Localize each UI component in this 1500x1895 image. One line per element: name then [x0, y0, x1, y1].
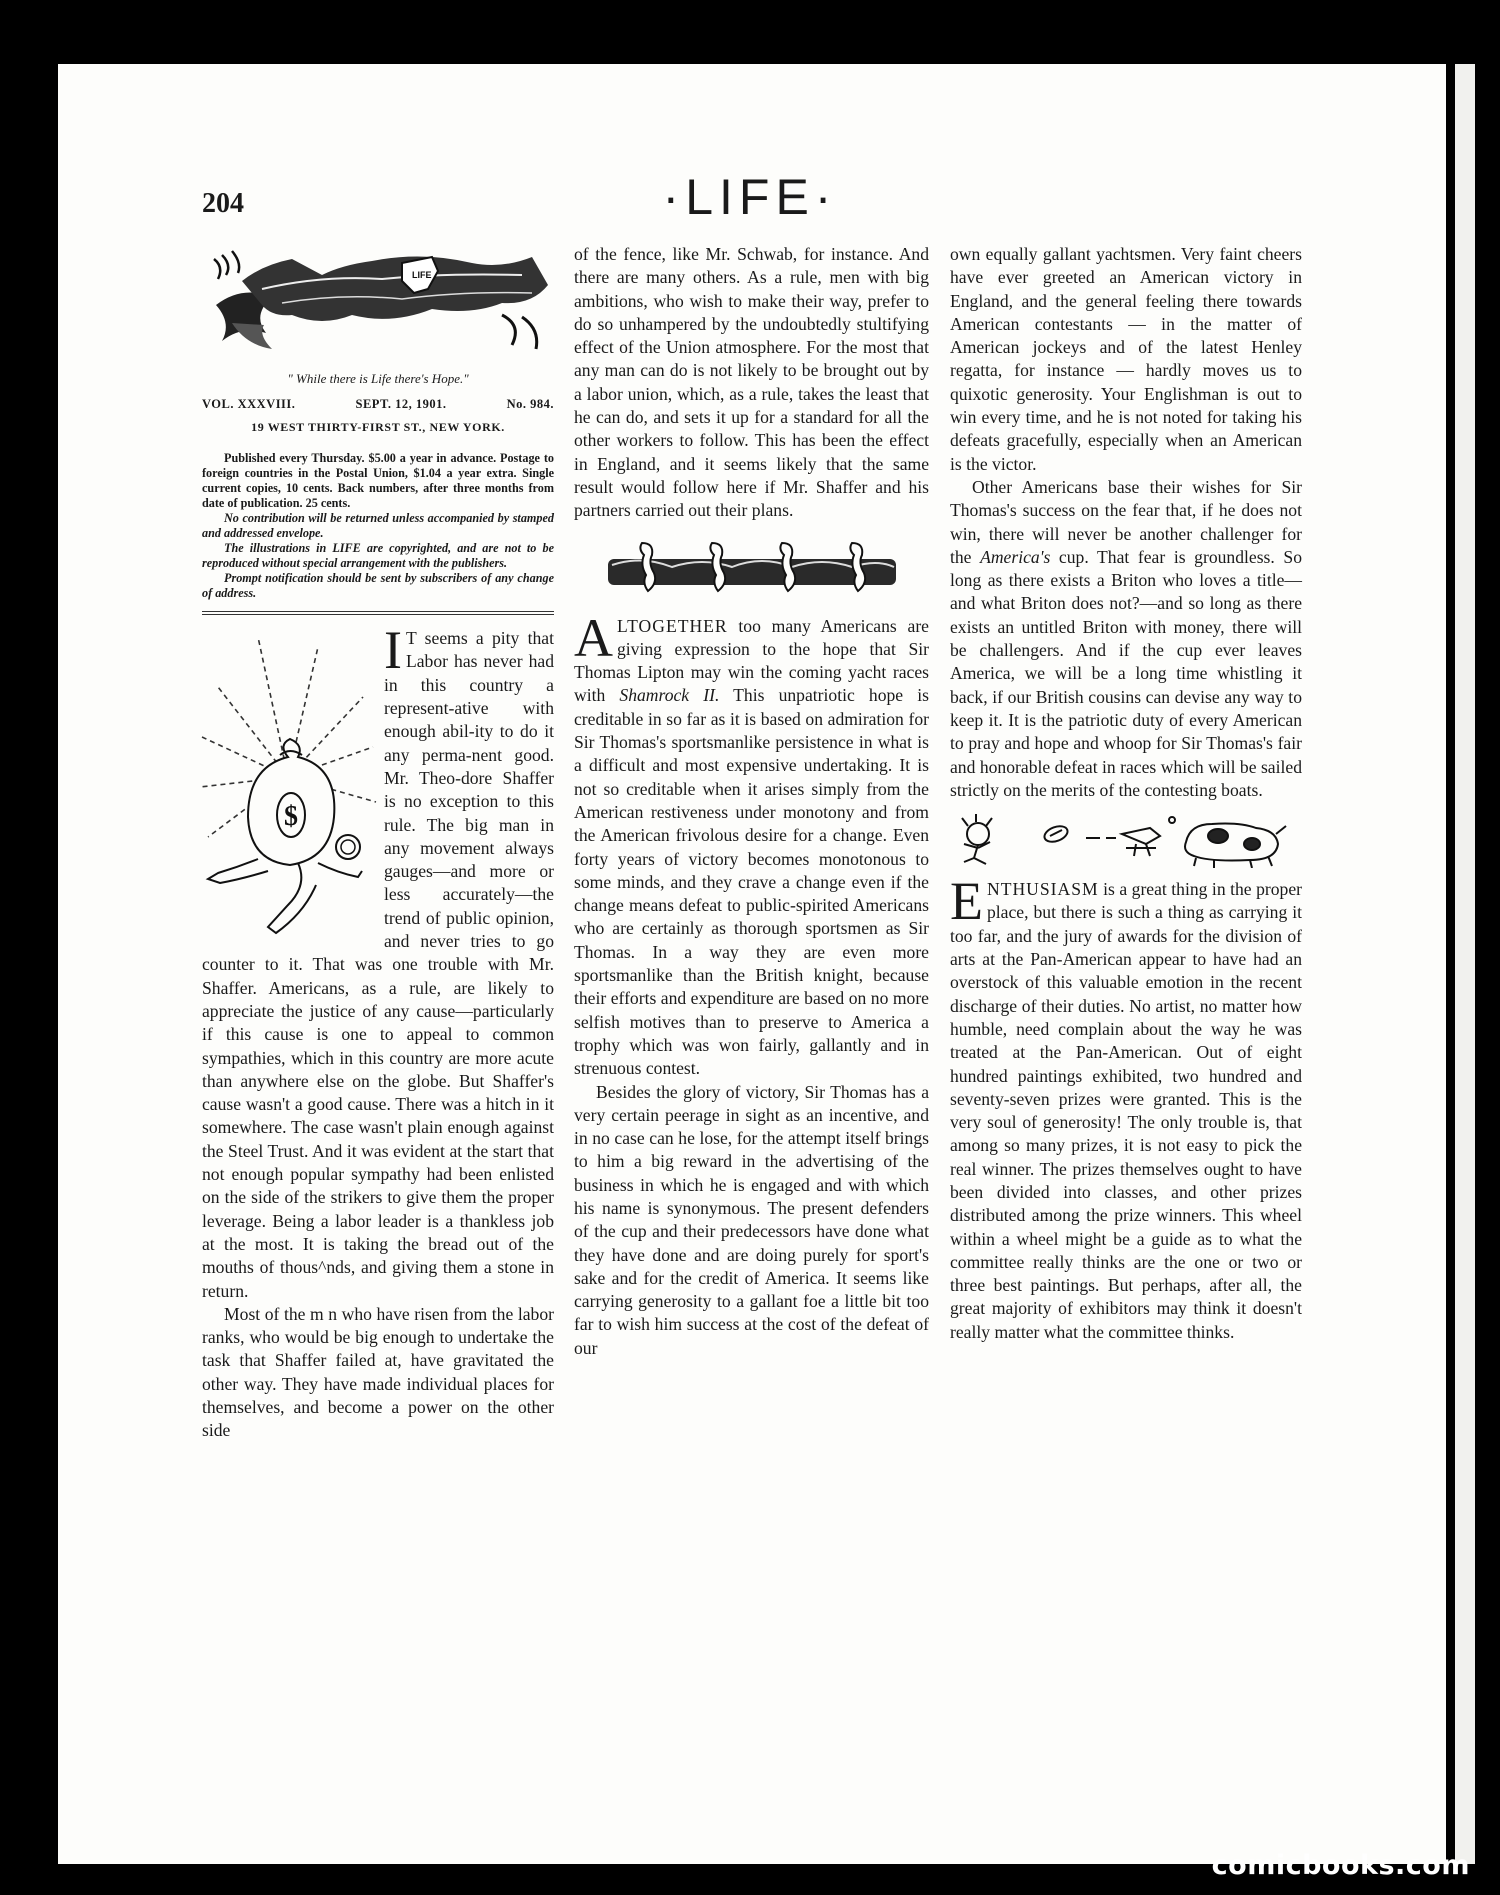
facing-page-edge	[1455, 64, 1475, 1864]
dollar-sign: $	[284, 801, 298, 833]
dropcap-e: E	[950, 871, 983, 932]
article-pan-american	[950, 871, 1302, 1344]
section-rule	[202, 611, 554, 615]
boat-name: Shamrock II.	[619, 685, 720, 706]
page-masthead: ·LIFE·	[662, 169, 838, 225]
lipton-paragraph-3a: Other Americans base their wishes for Sir Thomas's success on the fear that, if he does not win, there will never be another challenger for the	[950, 476, 1302, 567]
cup-name: America's	[980, 546, 1051, 567]
volume: VOL. XXXVIII.	[202, 396, 296, 411]
enthusiasm-lead-word: NTHUSIASM	[987, 879, 1099, 900]
contribution-notice: No contribution will be returned unless accompanied by stamped and addressed envelope.	[202, 511, 554, 541]
lipton-paragraph-3b: cup. That fear is groundless. So long as there exists a Briton who loves a title—and what Briton does not?—and so long as there exists an untitled Briton with money, there will be challengers. And if the cup ever leaves America, we will be a long time whistling it back, if our British cousins can devise any way to keep it. It is the patriotic duty of every American to pray and hope and whoop for Sir Thomas's fair and honorable defeat in races which will be sailed strictly on the merits of the contesting boats.	[950, 546, 1302, 800]
dropcap-i: I	[384, 620, 402, 681]
watermark: comicbooks.com	[1211, 1850, 1470, 1881]
labor-paragraph-2-continued: of the fence, like Mr. Schwab, for instance. And there are many others. As a rule, men with big ambitions, who wish to make their way, prefer to do so unhampered by the undoubtedly stultifying effect of the Union atmosphere. For the most that any man can do is not likely to be brought out by a labor union, which, as a rule, takes the least that he can do, and sets it up for a standard for all the other workers to follow. This has been the effect in England, and it seems likely that the same result would follow here if Mr. Shaffer and his partners carried out their plans.	[574, 244, 929, 521]
cartoon-strip-illustration	[950, 814, 1290, 868]
subscription-notice: Published every Thursday. $5.00 a year in advance. Postage to foreign countries in the Postal Union, $1.04 a year extra. Single current copies, 10 cents. Back numbers, after three months from date of publication. 25 cents.	[202, 451, 554, 511]
publisher-address: 19 WEST THIRTY-FIRST ST., NEW YORK.	[251, 419, 505, 434]
money-bag-illustration	[198, 627, 378, 947]
labor-paragraph-2: Most of the m n who have risen from the labor ranks, who would be big enough to undertake the task that Shaffer failed at, have gravitated the other way. They have made individual places for themselves, and become a power on the other side	[202, 1303, 554, 1441]
volume-line	[202, 393, 554, 416]
article-labor	[202, 620, 554, 1442]
lipton-lead-word: LTOGETHER	[617, 615, 728, 636]
lipton-paragraph-2: Besides the glory of victory, Sir Thomas has a very certain peerage in sight as an incentive, and in no case can he lose, for the attempt itself brings to him a big reward in the advertising of the business in which he is engaged and with which his name is synonymous. The present defenders of the cup and their predecessors have done what they have done and are doing purely for sport's sake and for the credit of America. It seems like carrying generosity to a gallant foe a little bit too far to wish him success at the cost of the defeat of our	[574, 1081, 929, 1358]
masthead-box	[202, 245, 554, 601]
lipton-paragraph-1b: This unpatriotic hope is creditable in so far as it is based on admiration for Sir Thomas's sportsmanlike persistence in what is a difficult and most expensive undertaking. It is not so creditable when it arises simply from the American restiveness under monotony and from the American frivolous desire for a change. Even forty years of victory becomes monotonous to some minds, and they crave a change even if the change means defeat to public-spirited Americans who are certainly as thorough sportsmen as Sir Thomas. In a way they are even more sportsmanlike than the British knight, because their efforts and expenditure are based on no more selfish motives than to preserve to America a trophy which was won fairly, gallantly and in strenuous contest.	[574, 685, 929, 1079]
page-number: 204	[202, 188, 244, 219]
labor-paragraph-1: T seems a pity that Labor has never had in this country a represent-ative with enough abil-ity to do it any perma-nent good. Mr. Theo-dore Shaffer is no exception to this rule. The big man in any movement always gauges—and more or less accurately—the trend of public opinion, and never tries to go counter to it. That was one trouble with Mr. Shaffer. Americans, as a rule, are likely to appreciate the justice of any cause—particularly if this cause is one to appeal to common sympathies, which in this country are more acute than anywhere else on the globe. But Shaffer's cause wasn't a good cause. There was a hitch in it somewhere. The case wasn't plain enough against the Steel Trust. And it was evident at the start that not enough popular sympathy had been enlisted on the side of the strikers to give them the proper leverage. Being a labor leader is a thankless job at the most. It is taking the bread out of the mouths of thous^nds, and giving them a stone in return.	[202, 628, 554, 1301]
banner-word: LIFE	[412, 270, 432, 280]
column-3	[950, 243, 1302, 1344]
copyright-notice: The illustrations in LIFE are copyrighted, and are not to be reproduced without special arrangement with the publishers.	[202, 541, 554, 571]
lipton-paragraph-1a: too many Americans are giving expression to the hope that Sir Thomas Lipton may win the coming yacht races with	[574, 615, 929, 706]
masthead-motto: " While there is Life there's Hope."	[287, 371, 469, 387]
masthead-banner-illustration	[202, 245, 554, 355]
enthusiasm-paragraph: is a great thing in the proper place, but there is such a thing as carrying it too far, and the jury of awards for the division of arts at the Pan-American appear to have had an overstock of this valuable emotion in the recent discharge of their duties. No artist, no matter how humble, need complain about the way he was treated at the Pan-American. Out of eight hundred paintings exhibited, two hundred and seventy-seven prizes were granted. This is the very soul of generosity! The only trouble is, that among so many prizes, it is not easy to pick the real winner. The prizes themselves ought to have been divided into classes, and other prizes distributed among the prize winners. This wheel within a wheel might be a guide as to what the committee really thinks are the one or two or three best paintings. But perhaps, after all, the great majority of exhibitors may think it doesn't really matter what the committee thinks.	[950, 879, 1302, 1342]
article-lipton	[574, 607, 929, 1361]
column-1	[202, 245, 554, 1443]
issue-number: No. 984.	[506, 396, 554, 411]
dropcap-a: A	[574, 607, 613, 668]
column-2	[574, 243, 929, 1360]
address-notice: Prompt notification should be sent by subscribers of any change of address.	[202, 571, 554, 601]
lipton-paragraph-2-continued: own equally gallant yachtsmen. Very faint cheers have ever greeted an American victory in England, and the general feeling there towards American contestants — in the matter of American jockeys and of the latest Henley regatta, for instance — hardly moves us to quixotic generosity. Your Englishman is out to win every time, and he is not noted for taking his defeats gracefully, especially when an American is the victor.	[950, 244, 1302, 474]
issue-date: SEPT. 12, 1901.	[355, 396, 447, 411]
seahorse-ornament	[602, 537, 902, 599]
